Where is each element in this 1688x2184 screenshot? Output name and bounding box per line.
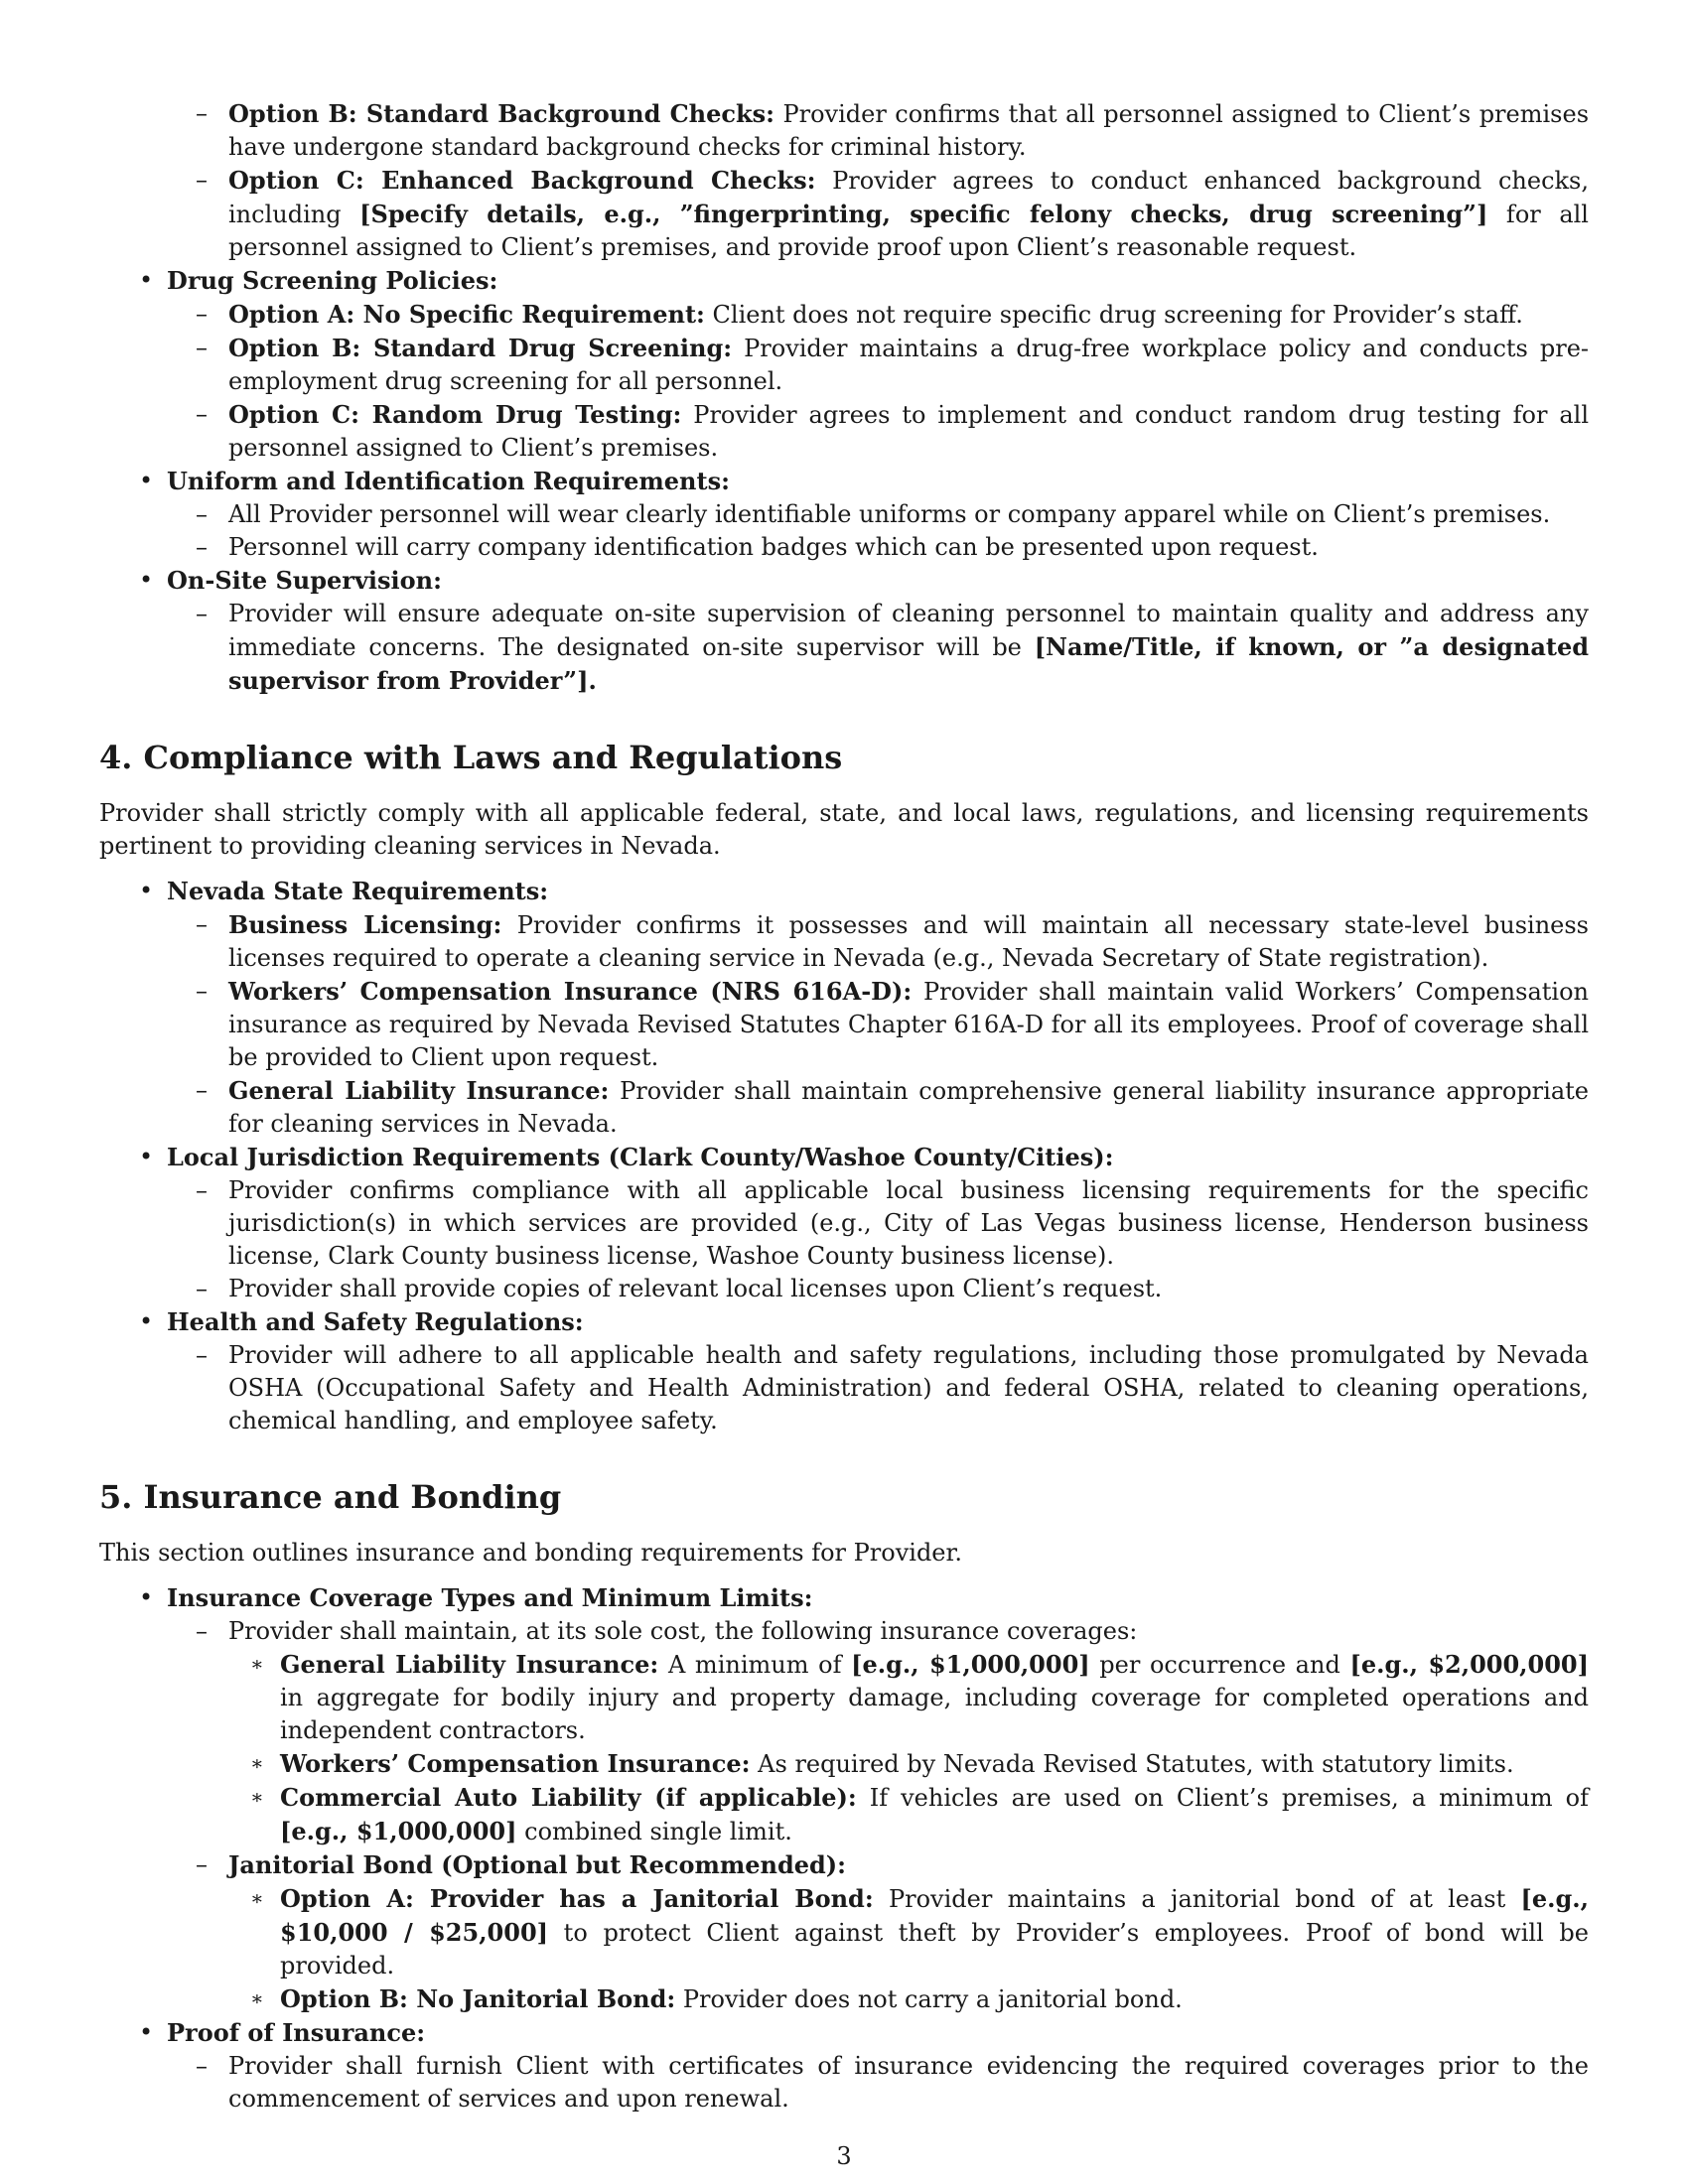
item-bold-text: Local Jurisdiction Requirements (Clark County/Washoe County/Cities):	[167, 1143, 1114, 1171]
item-bold-text: [e.g., $2,000,000]	[1349, 1650, 1589, 1679]
item-text: Provider will adhere to all applicable health and safety regulations, including those promulgated by Nevada OSHA (Occupational Safety and Health Administration) and federal OSHA, related to cleaning operations, chemical handling, and employee safety.	[228, 1341, 1589, 1434]
item-text: combined single limit.	[516, 1818, 792, 1845]
item-bold-text: Option B: Standard Background Checks:	[228, 99, 775, 128]
dash-icon: –	[196, 400, 208, 428]
list-item	[99, 498, 1589, 531]
section-5-intro: This section outlines insurance and bonding requirements for Provider.	[99, 1539, 962, 1567]
dash-icon: –	[196, 334, 208, 361]
item-text: Provider confirms that all personnel assigned to Client’s premises have undergone standard background checks for criminal history.	[228, 100, 1590, 161]
item-bold-text: Option C: Random Drug Testing:	[228, 400, 682, 429]
list-item	[99, 531, 1589, 564]
bullet-icon: •	[139, 877, 154, 904]
item-text: Provider maintains a janitorial bond of at least	[873, 1885, 1521, 1913]
bullet-icon: •	[139, 566, 154, 594]
item-text: for all personnel assigned to Client’s premises, and provide proof upon Client’s reasonable request.	[228, 201, 1589, 261]
item-bold-text: [Name/Title, if known, or ”a designated supervisor from Provider”].	[228, 632, 1590, 695]
item-text: Provider agrees to implement and conduct random drug testing for all personnel assigned to Client’s premises.	[228, 401, 1590, 462]
list-item	[99, 1648, 1589, 1747]
bullet-icon: •	[139, 2018, 154, 2046]
item-bold-text: Business Licensing:	[228, 910, 502, 939]
list-item	[99, 1141, 1589, 1174]
item-text: As required by Nevada Revised Statutes, with statutory limits.	[750, 1750, 1514, 1778]
asterisk-icon: ∗	[250, 1886, 264, 1910]
list-item	[99, 1273, 1589, 1305]
list-item	[99, 1747, 1589, 1781]
item-bold-text: Drug Screening Policies:	[167, 266, 498, 295]
dash-icon: –	[196, 1617, 208, 1645]
item-bold-text: Option C: Enhanced Background Checks:	[228, 166, 816, 195]
dash-icon: –	[196, 1341, 208, 1369]
asterisk-icon: ∗	[250, 1652, 264, 1676]
item-bold-text: [e.g., $10,000 / $25,000]	[280, 1884, 1589, 1947]
list-item	[99, 298, 1589, 332]
list-item	[99, 1615, 1589, 1648]
item-text: If vehicles are used on Client’s premises, a minimum of	[856, 1784, 1589, 1812]
item-text: Provider shall provide copies of relevant local licenses upon Client’s request.	[228, 1275, 1163, 1302]
list-item	[99, 164, 1589, 264]
item-text: Provider shall furnish Client with certificates of insurance evidencing the required coverages prior to the commencement of services and upon renewal.	[228, 2052, 1589, 2113]
item-bold-text: Option B: No Janitorial Bond:	[280, 1984, 676, 2013]
list-item	[99, 332, 1589, 398]
list-item	[99, 1074, 1589, 1141]
section-4-intro: Provider shall strictly comply with all applicable federal, state, and local laws, regulations, and licensing requirements pertinent to providing cleaning services in Nevada.	[99, 799, 1589, 860]
item-text: Provider confirms it possesses and will maintain all necessary state-level business licenses required to operate a cleaning service in Nevada (e.g., Nevada Secretary of State registration).	[228, 911, 1589, 972]
item-text: Provider shall maintain, at its sole cost, the following insurance coverages:	[228, 1617, 1138, 1645]
item-bold-text: Insurance Coverage Types and Minimum Limits:	[167, 1583, 813, 1612]
item-text: All Provider personnel will wear clearly identifiable uniforms or company apparel while on Client’s premises.	[228, 500, 1551, 528]
asterisk-icon: ∗	[250, 1986, 264, 2010]
dash-icon: –	[196, 600, 208, 627]
bullet-icon: •	[139, 1307, 154, 1335]
bullet-icon: •	[139, 467, 154, 494]
list-item	[99, 1581, 1589, 1615]
section-5-list	[99, 1581, 1589, 2116]
item-bold-text: Workers’ Compensation Insurance (NRS 616A-D):	[228, 977, 913, 1006]
item-bold-text: Commercial Auto Liability (if applicable):	[280, 1783, 857, 1812]
dash-icon: –	[196, 1275, 208, 1302]
bullet-icon: •	[139, 266, 154, 294]
list-item	[99, 2016, 1589, 2050]
list-item	[99, 875, 1589, 908]
item-text: Provider does not carry a janitorial bond.	[675, 1985, 1183, 2013]
document-page	[99, 97, 1589, 2116]
item-bold-text: [e.g., $1,000,000]	[280, 1817, 517, 1845]
dash-icon: –	[196, 533, 208, 561]
item-bold-text: Janitorial Bond (Optional but Recommended):	[228, 1850, 847, 1879]
list-item	[99, 97, 1589, 164]
item-text: per occurrence and	[1089, 1651, 1350, 1679]
list-item	[99, 1174, 1589, 1273]
item-bold-text: Option A: No Specific Requirement:	[228, 300, 705, 329]
item-text: Provider confirms compliance with all applicable local business licensing requirements for the specific jurisdiction(s) in which services are provided (e.g., City of Las Vegas business license, Henderson business license, Clark County business license, Washoe County business license).	[228, 1176, 1589, 1270]
item-bold-text: Proof of Insurance:	[167, 2018, 426, 2047]
bullet-icon: •	[139, 1143, 154, 1170]
list-item	[99, 1848, 1589, 1882]
list-item	[99, 564, 1589, 598]
dash-icon: –	[196, 1176, 208, 1204]
dash-icon: –	[196, 2052, 208, 2080]
section-4-list	[99, 875, 1589, 1437]
item-text: in aggregate for bodily injury and property damage, including coverage for completed operations and independent contractors.	[280, 1684, 1589, 1744]
item-text: A minimum of	[658, 1651, 852, 1679]
item-bold-text: General Liability Insurance:	[228, 1076, 610, 1105]
list-item	[99, 465, 1589, 498]
item-bold-text: [Specify details, e.g., ”fingerprinting, specific felony checks, drug screening”]	[359, 200, 1488, 228]
list-item	[99, 1882, 1589, 1982]
item-text: Provider shall maintain comprehensive general liability insurance appropriate for cleaning services in Nevada.	[228, 1077, 1589, 1138]
item-text: to protect Client against theft by Provider’s employees. Proof of bond will be provided.	[280, 1919, 1589, 1979]
item-text: Personnel will carry company identification badges which can be presented upon request.	[228, 533, 1319, 561]
item-bold-text: General Liability Insurance:	[280, 1650, 659, 1679]
dash-icon: –	[196, 910, 208, 938]
list-item	[99, 2050, 1589, 2116]
list-item	[99, 1339, 1589, 1437]
item-bold-text: Option B: Standard Drug Screening:	[228, 334, 733, 362]
page-number: 3	[836, 2142, 852, 2170]
item-bold-text: Option A: Provider has a Janitorial Bond:	[280, 1884, 874, 1913]
list-item	[99, 908, 1589, 975]
item-bold-text: [e.g., $1,000,000]	[851, 1650, 1090, 1679]
asterisk-icon: ∗	[250, 1785, 264, 1809]
dash-icon: –	[196, 166, 208, 194]
dash-icon: –	[196, 99, 208, 127]
list-item	[99, 1982, 1589, 2016]
dash-icon: –	[196, 1850, 208, 1878]
list-item	[99, 598, 1589, 698]
item-bold-text: Workers’ Compensation Insurance:	[280, 1749, 751, 1778]
bullet-icon: •	[139, 1583, 154, 1611]
dash-icon: –	[196, 300, 208, 328]
item-text: Provider will ensure adequate on-site supervision of cleaning personnel to maintain quality and address any immediate concerns. The designated on-site supervisor will be	[228, 600, 1589, 661]
item-bold-text: Uniform and Identification Requirements:	[167, 467, 730, 495]
section-5-heading: 5. Insurance and Bonding	[99, 1478, 562, 1516]
list-item	[99, 1305, 1589, 1339]
dash-icon: –	[196, 977, 208, 1005]
dash-icon: –	[196, 500, 208, 528]
item-bold-text: On-Site Supervision:	[167, 566, 442, 595]
asterisk-icon: ∗	[250, 1751, 264, 1775]
item-text: Client does not require specific drug screening for Provider’s staff.	[704, 301, 1523, 329]
item-bold-text: Health and Safety Regulations:	[167, 1307, 584, 1336]
list-item	[99, 398, 1589, 465]
item-text: Provider shall maintain valid Workers’ Compensation insurance as required by Nevada Revised Statutes Chapter 616A-D for all its employees. Proof of coverage shall be provided to Client upon request.	[228, 978, 1589, 1071]
item-bold-text: Nevada State Requirements:	[167, 877, 549, 905]
top-list	[99, 97, 1589, 698]
list-item	[99, 975, 1589, 1074]
dash-icon: –	[196, 1076, 208, 1104]
item-text: Provider maintains a drug-free workplace policy and conducts pre-employment drug screening for all personnel.	[228, 335, 1590, 395]
list-item	[99, 1781, 1589, 1848]
section-4-heading: 4. Compliance with Laws and Regulations	[99, 739, 843, 776]
item-text: Provider agrees to conduct enhanced background checks, including	[228, 167, 1589, 228]
list-item	[99, 264, 1589, 298]
